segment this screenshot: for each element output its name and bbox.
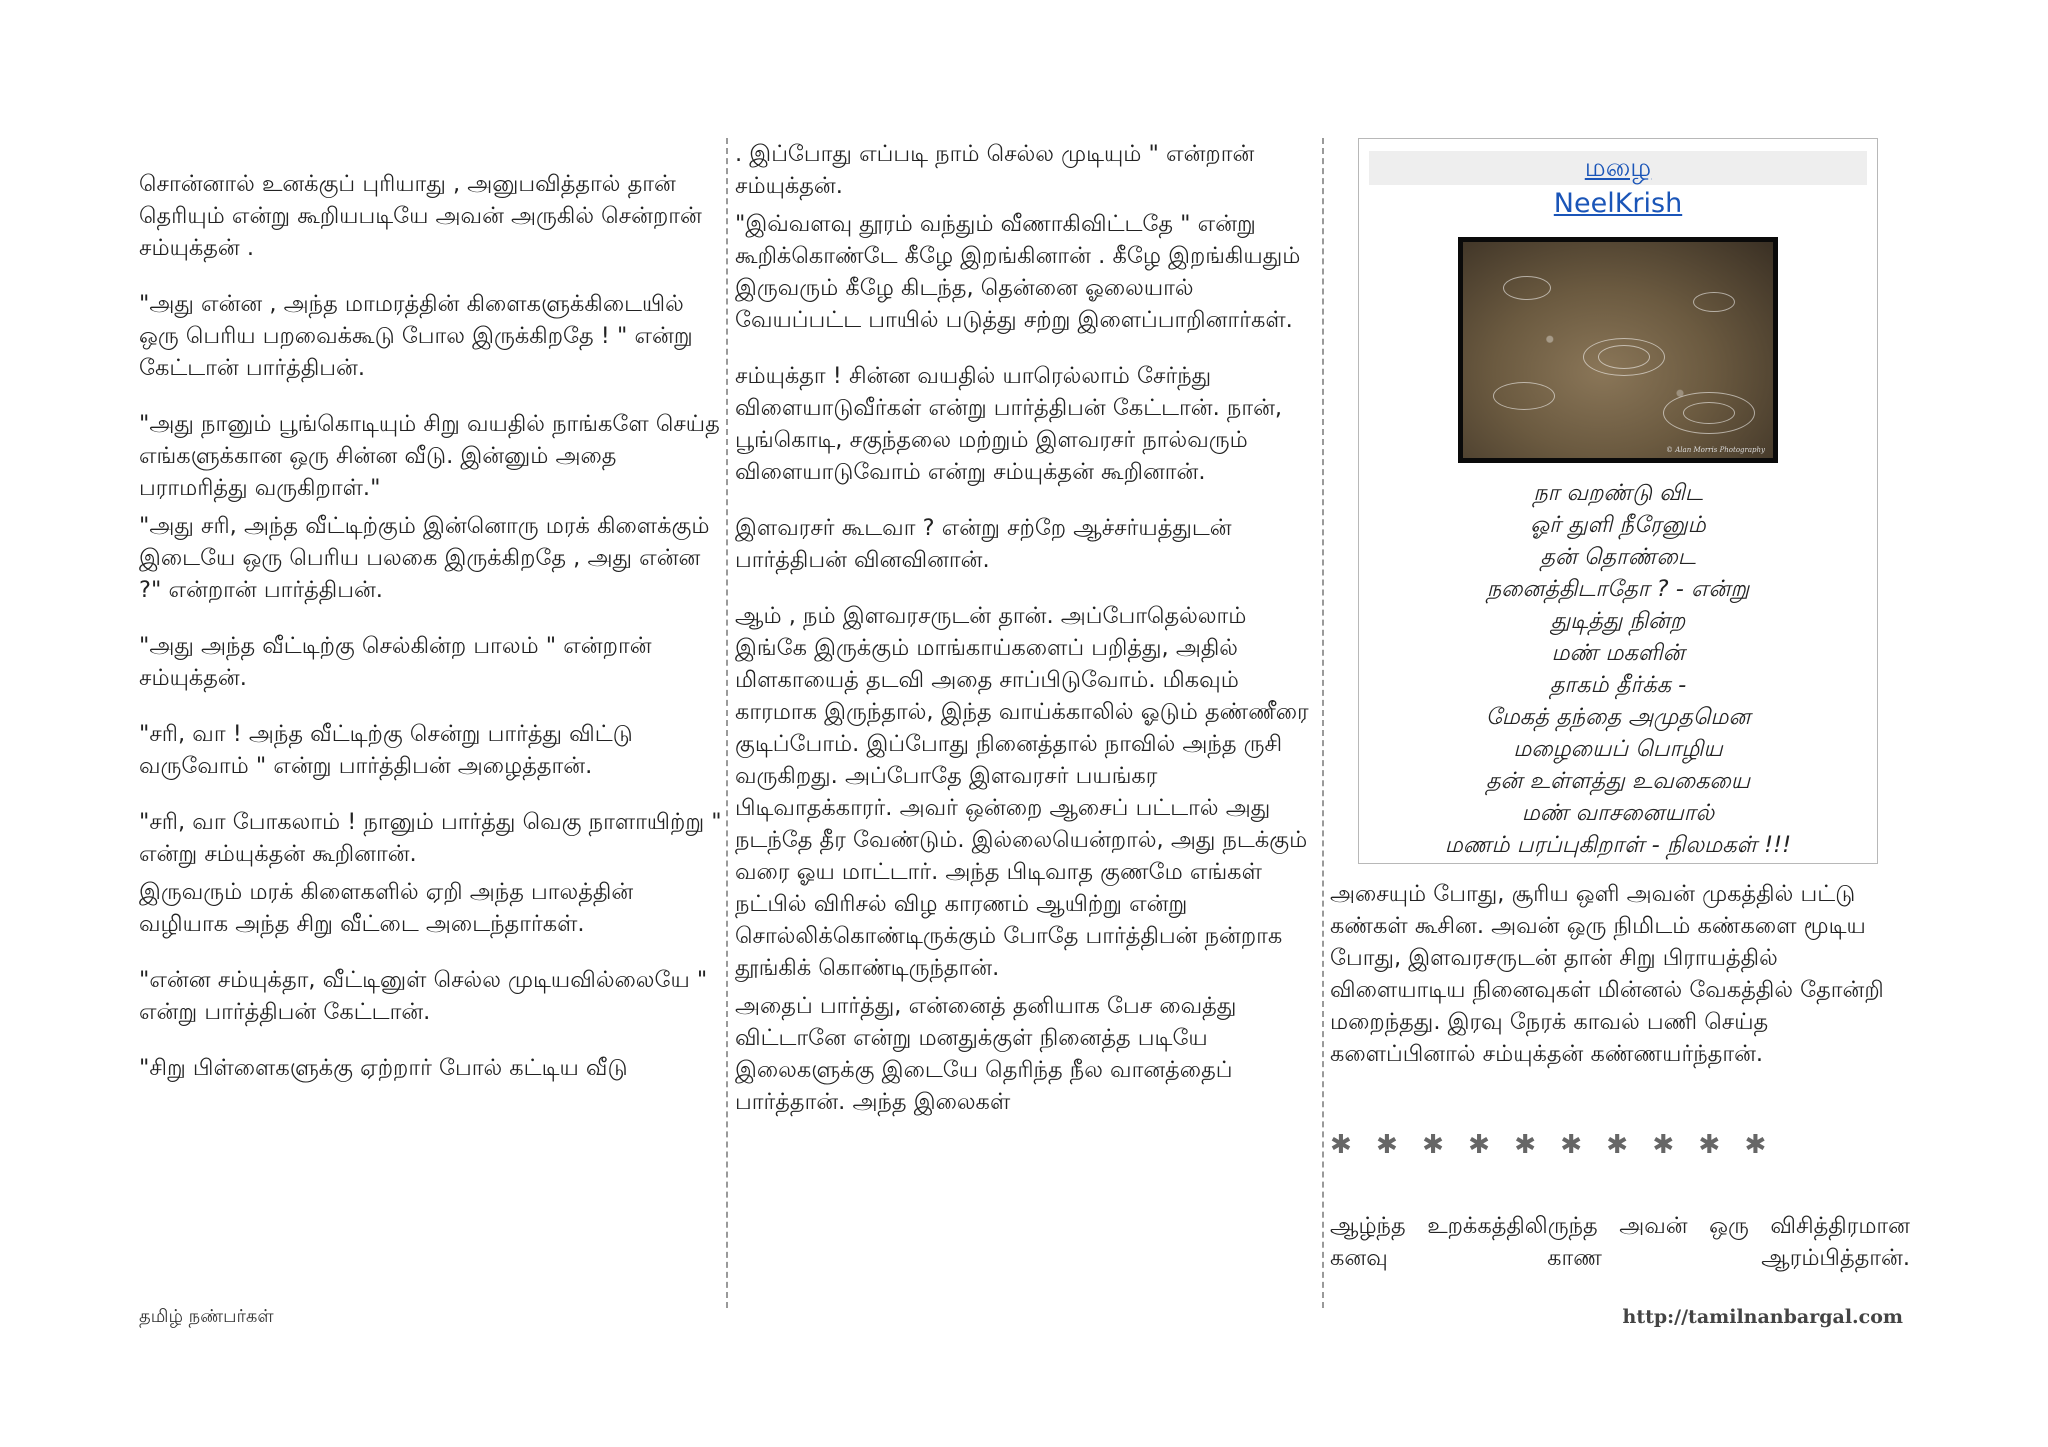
poem-line: மண் வாசனையால் — [1521, 800, 1715, 826]
paragraph: "அது நானும் பூங்கொடியும் சிறு வயதில் நாங்களே செய்த எங்களுக்கான ஒரு சின்ன வீடு. இன்னும் அதை பராமரித்து வருகிறாள்." — [139, 411, 720, 501]
column-1 — [139, 168, 724, 1108]
column-divider — [1322, 138, 1324, 1308]
poem-line: தன் உள்ளத்து உவகையை — [1485, 768, 1751, 794]
poem-box — [1358, 138, 1878, 864]
paragraph: அதைப் பார்த்து, என்னைத் தனியாக பேச வைத்து விட்டானே என்று மனதுக்குள் நினைத்த படியே இலைகளுக்கு இடையே தெரிந்த நீல வானத்தைப் பார்த்தான். அந்த இலைகள் — [735, 993, 1237, 1115]
paragraph: "சரி, வா போகலாம் ! நானும் பார்த்து வெகு நாளாயிற்று " என்று சம்யுக்தன் கூறினான். — [139, 809, 722, 867]
paragraph: இளவரசர் கூடவா ? என்று சற்றே ஆச்சர்யத்துடன் பார்த்திபன் வினவினான். — [735, 515, 1232, 573]
paragraph: "சரி, வா ! அந்த வீட்டிற்கு சென்று பார்த்து விட்டு வருவோம் " என்று பார்த்திபன் அழைத்தான். — [139, 721, 633, 779]
poem-line: தாகம் தீர்க்க - — [1549, 672, 1687, 698]
paragraph: சம்யுக்தா ! சின்ன வயதில் யாரெல்லாம் சேர்ந்து விளையாடுவீர்கள் என்று பார்த்திபன் கேட்டான். நான், பூங்கொடி, சகுந்தலை மற்றும் இளவரசர் நால்வரும் விளையாடுவோம் என்று சம்யுக்தன் கூறினான். — [735, 363, 1283, 485]
paragraph: ஆம் , நம் இளவரசருடன் தான். அப்போதெல்லாம் இங்கே இருக்கும் மாங்காய்களைப் பறித்து, அதில் மிளகாயைத் தடவி அதை சாப்பிடுவோம். மிகவும் காரமாக இருந்தால், இந்த வாய்க்காலில் ஓடும் தண்ணீரை குடிப்போம். இப்போது நினைத்தால் நாவில் அந்த ருசி வருகிறது. அப்போதே இளவரசர் பயங்கர பிடிவாதக்காரர். அவர் ஒன்றை ஆசைப் பட்டால் அது நடந்தே தீர வேண்டும். இல்லையென்றால், அது நடக்கும் வரை ஓய மாட்டார். அந்த பிடிவாத குணமே எங்கள் நட்பில் விரிசல் விழ காரணம் ஆயிற்று என்று சொல்லிக்கொண்டிருக்கும் போதே பார்த்திபன் நன்றாக தூங்கிக் கொண்டிருந்தான். — [735, 603, 1309, 981]
poem-header — [1369, 151, 1867, 185]
footer-url[interactable]: http://tamilnanbargal.com — [1622, 1306, 1903, 1328]
poem-line: தன் தொண்டை — [1540, 544, 1696, 570]
paragraph: "அது அந்த வீட்டிற்கு செல்கின்ற பாலம் " என்றான் சம்யுக்தன். — [139, 633, 652, 691]
poem-line: மழையைப் பொழிய — [1513, 736, 1723, 762]
column-3 — [1330, 878, 1910, 1094]
paragraph: "அது என்ன , அந்த மாமரத்தின் கிளைகளுக்கிடையில் ஒரு பெரிய பறவைக்கூடு போல இருக்கிறதே ! " என்று கேட்டான் பார்த்திபன். — [139, 291, 693, 381]
paragraph: "என்ன சம்யுக்தா, வீட்டினுள் செல்ல முடியவில்லையே " என்று பார்த்திபன் கேட்டான். — [139, 967, 708, 1025]
poem-line: நா வறண்டு விட — [1533, 480, 1703, 506]
paragraph: "சிறு பிள்ளைகளுக்கு ஏற்றார் போல் கட்டிய வீடு — [139, 1055, 628, 1081]
poem-line: துடித்து நின்ற — [1550, 608, 1686, 634]
poem-line: மேகத் தந்தை அமுதமென — [1485, 704, 1751, 730]
column-divider — [726, 138, 728, 1308]
closing-paragraph: ஆழ்ந்த உறக்கத்திலிருந்த அவன் ஒரு விசித்திரமான கனவு காண ஆரம்பித்தான். — [1330, 1213, 1910, 1271]
paragraph: இருவரும் மரக் கிளைகளில் ஏறி அந்த பாலத்தின் வழியாக அந்த சிறு வீட்டை அடைந்தார்கள். — [139, 879, 634, 937]
rain-photo — [1458, 237, 1778, 463]
ripple — [1683, 402, 1735, 424]
footer-site-name: தமிழ் நண்பர்கள் — [139, 1306, 274, 1327]
poem-title-link[interactable]: மழை — [1584, 153, 1652, 183]
poem-author-link[interactable]: NeelKrish — [1553, 188, 1683, 219]
poem-line: மண் மகளின் — [1551, 640, 1685, 666]
photo-credit: © Alan Morris Photography — [1666, 446, 1765, 454]
ripple — [1493, 382, 1555, 410]
paragraph: "அது சரி, அந்த வீட்டிற்கும் இன்னொரு மரக் கிளைக்கும் இடையே ஒரு பெரிய பலகை இருக்கிறதே , அது என்ன ?" என்றான் பார்த்திபன். — [139, 513, 710, 603]
paragraph: . இப்போது எப்படி நாம் செல்ல முடியும் " என்றான் சம்யுக்தன். — [735, 141, 1255, 199]
paragraph: அசையும் போது, சூரிய ஒளி அவன் முகத்தில் பட்டு கண்கள் கூசின. அவன் ஒரு நிமிடம் கண்களை மூடிய போது, இளவரசருடன் தான் சிறு பிராயத்தில் விளையாடிய நினைவுகள் மின்னல் வேகத்தில் தோன்றி மறைந்தது. இரவு நேரக் காவல் பணி செய்த களைப்பினால் சம்யுக்தன் கண்ணயர்ந்தான். — [1330, 881, 1884, 1067]
star-separator: ✱ ✱ ✱ ✱ ✱ ✱ ✱ ✱ ✱ ✱ — [1330, 1130, 1775, 1160]
poem-line: ஓர் துளி நீரேனும் — [1530, 512, 1706, 538]
paragraph: சொன்னால் உனக்குப் புரியாது , அனுபவித்தால் தான் தெரியும் என்று கூறியபடியே அவன் அருகில் சென்றான் சம்யுக்தன் . — [139, 171, 702, 261]
poem-lines — [1359, 477, 1877, 861]
ripple — [1598, 345, 1650, 369]
ripple — [1693, 292, 1735, 312]
poem-line: மணம் பரப்புகிறாள் - நிலமகள் !!! — [1444, 832, 1792, 858]
column-2 — [735, 138, 1320, 1142]
ripple — [1503, 276, 1551, 300]
poem-line: நனைத்திடாதோ ? - என்று — [1486, 576, 1750, 602]
paragraph: "இவ்வளவு தூரம் வந்தும் வீணாகிவிட்டதே " என்று கூறிக்கொண்டே கீழே இறங்கினான் . கீழே இறங்கியதும் இருவரும் கீழே கிடந்த, தென்னை ஓலையால் வேயப்பட்ட பாயில் படுத்து சற்று இளைப்பாறினார்கள். — [735, 211, 1301, 333]
